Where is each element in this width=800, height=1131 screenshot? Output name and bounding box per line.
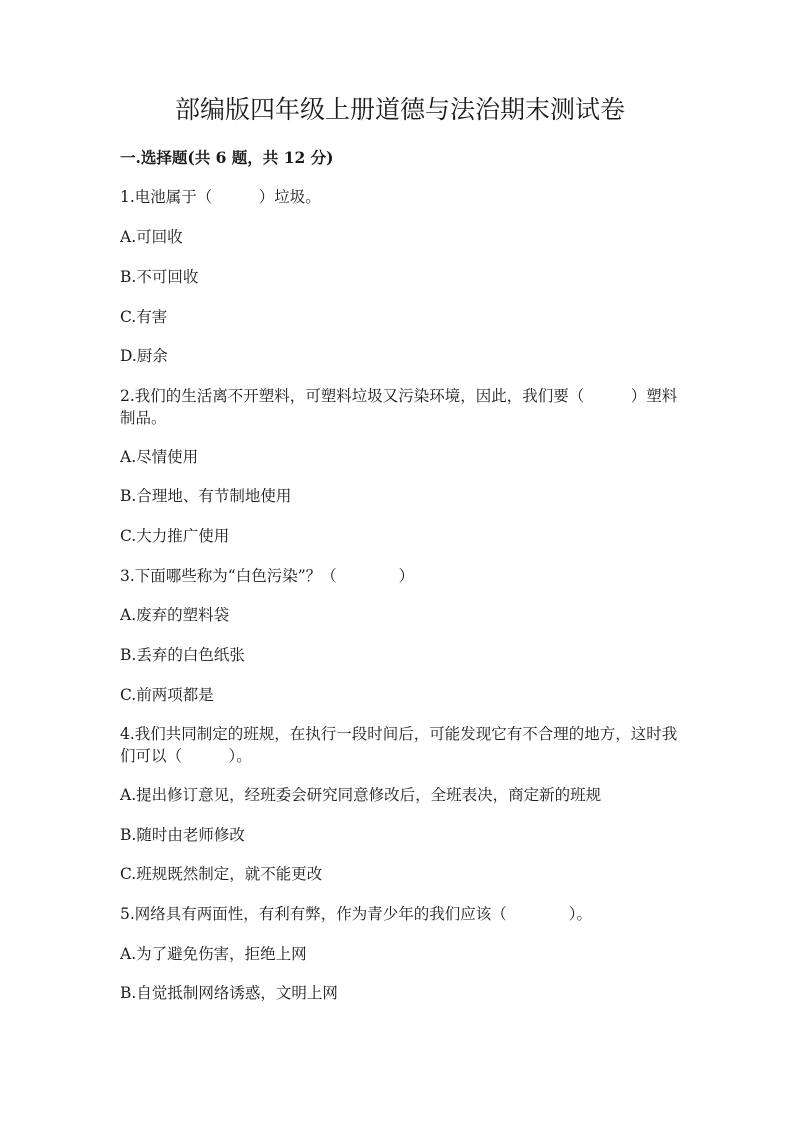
question-4-option-c: C.班规既然制定，就不能更改 [120, 865, 323, 883]
question-2-option-a: A.尽情使用 [120, 448, 199, 466]
question-4-option-a: A.提出修订意见，经班委会研究同意修改后，全班表决，商定新的班规 [120, 786, 602, 804]
question-5-option-b: B.自觉抵制网络诱惑，文明上网 [120, 984, 338, 1002]
question-5-stem: 5.网络具有两面性，有利有弊，作为青少年的我们应该（ ）。 [120, 905, 593, 923]
page-title: 部编版四年级上册道德与法治期末测试卷 [174, 95, 625, 124]
question-4-option-b: B.随时由老师修改 [120, 826, 245, 844]
question-1-stem: 1.电池属于（ ）垃圾。 [120, 188, 321, 206]
question-2-option-b: B.合理地、有节制地使用 [120, 487, 292, 505]
question-3-option-b: B.丢弃的白色纸张 [120, 646, 245, 664]
question-3-option-a: A.废弃的塑料袋 [120, 606, 230, 624]
question-1-option-a: A.可回收 [120, 228, 183, 246]
question-1-option-c: C.有害 [120, 308, 168, 326]
question-3-stem: 3.下面哪些称为“白色污染”？（ ） [120, 567, 415, 585]
section-title: 一.选择题(共 6 题，共 12 分) [120, 148, 334, 167]
question-1-option-d: D.厨余 [120, 347, 168, 365]
question-5-option-a: A.为了避免伤害，拒绝上网 [120, 945, 307, 963]
question-3-option-c: C.前两项都是 [120, 686, 214, 704]
question-4-stem: 4.我们共同制定的班规，在执行一段时间后，可能发现它有不合理的地方，这时我们可以（ ）。 [120, 725, 678, 765]
question-2-option-c: C.大力推广使用 [120, 527, 230, 545]
question-1-option-b: B.不可回收 [120, 268, 199, 286]
question-2-stem: 2.我们的生活离不开塑料，可塑料垃圾又污染环境，因此，我们要（ ）塑料制品。 [120, 387, 678, 427]
